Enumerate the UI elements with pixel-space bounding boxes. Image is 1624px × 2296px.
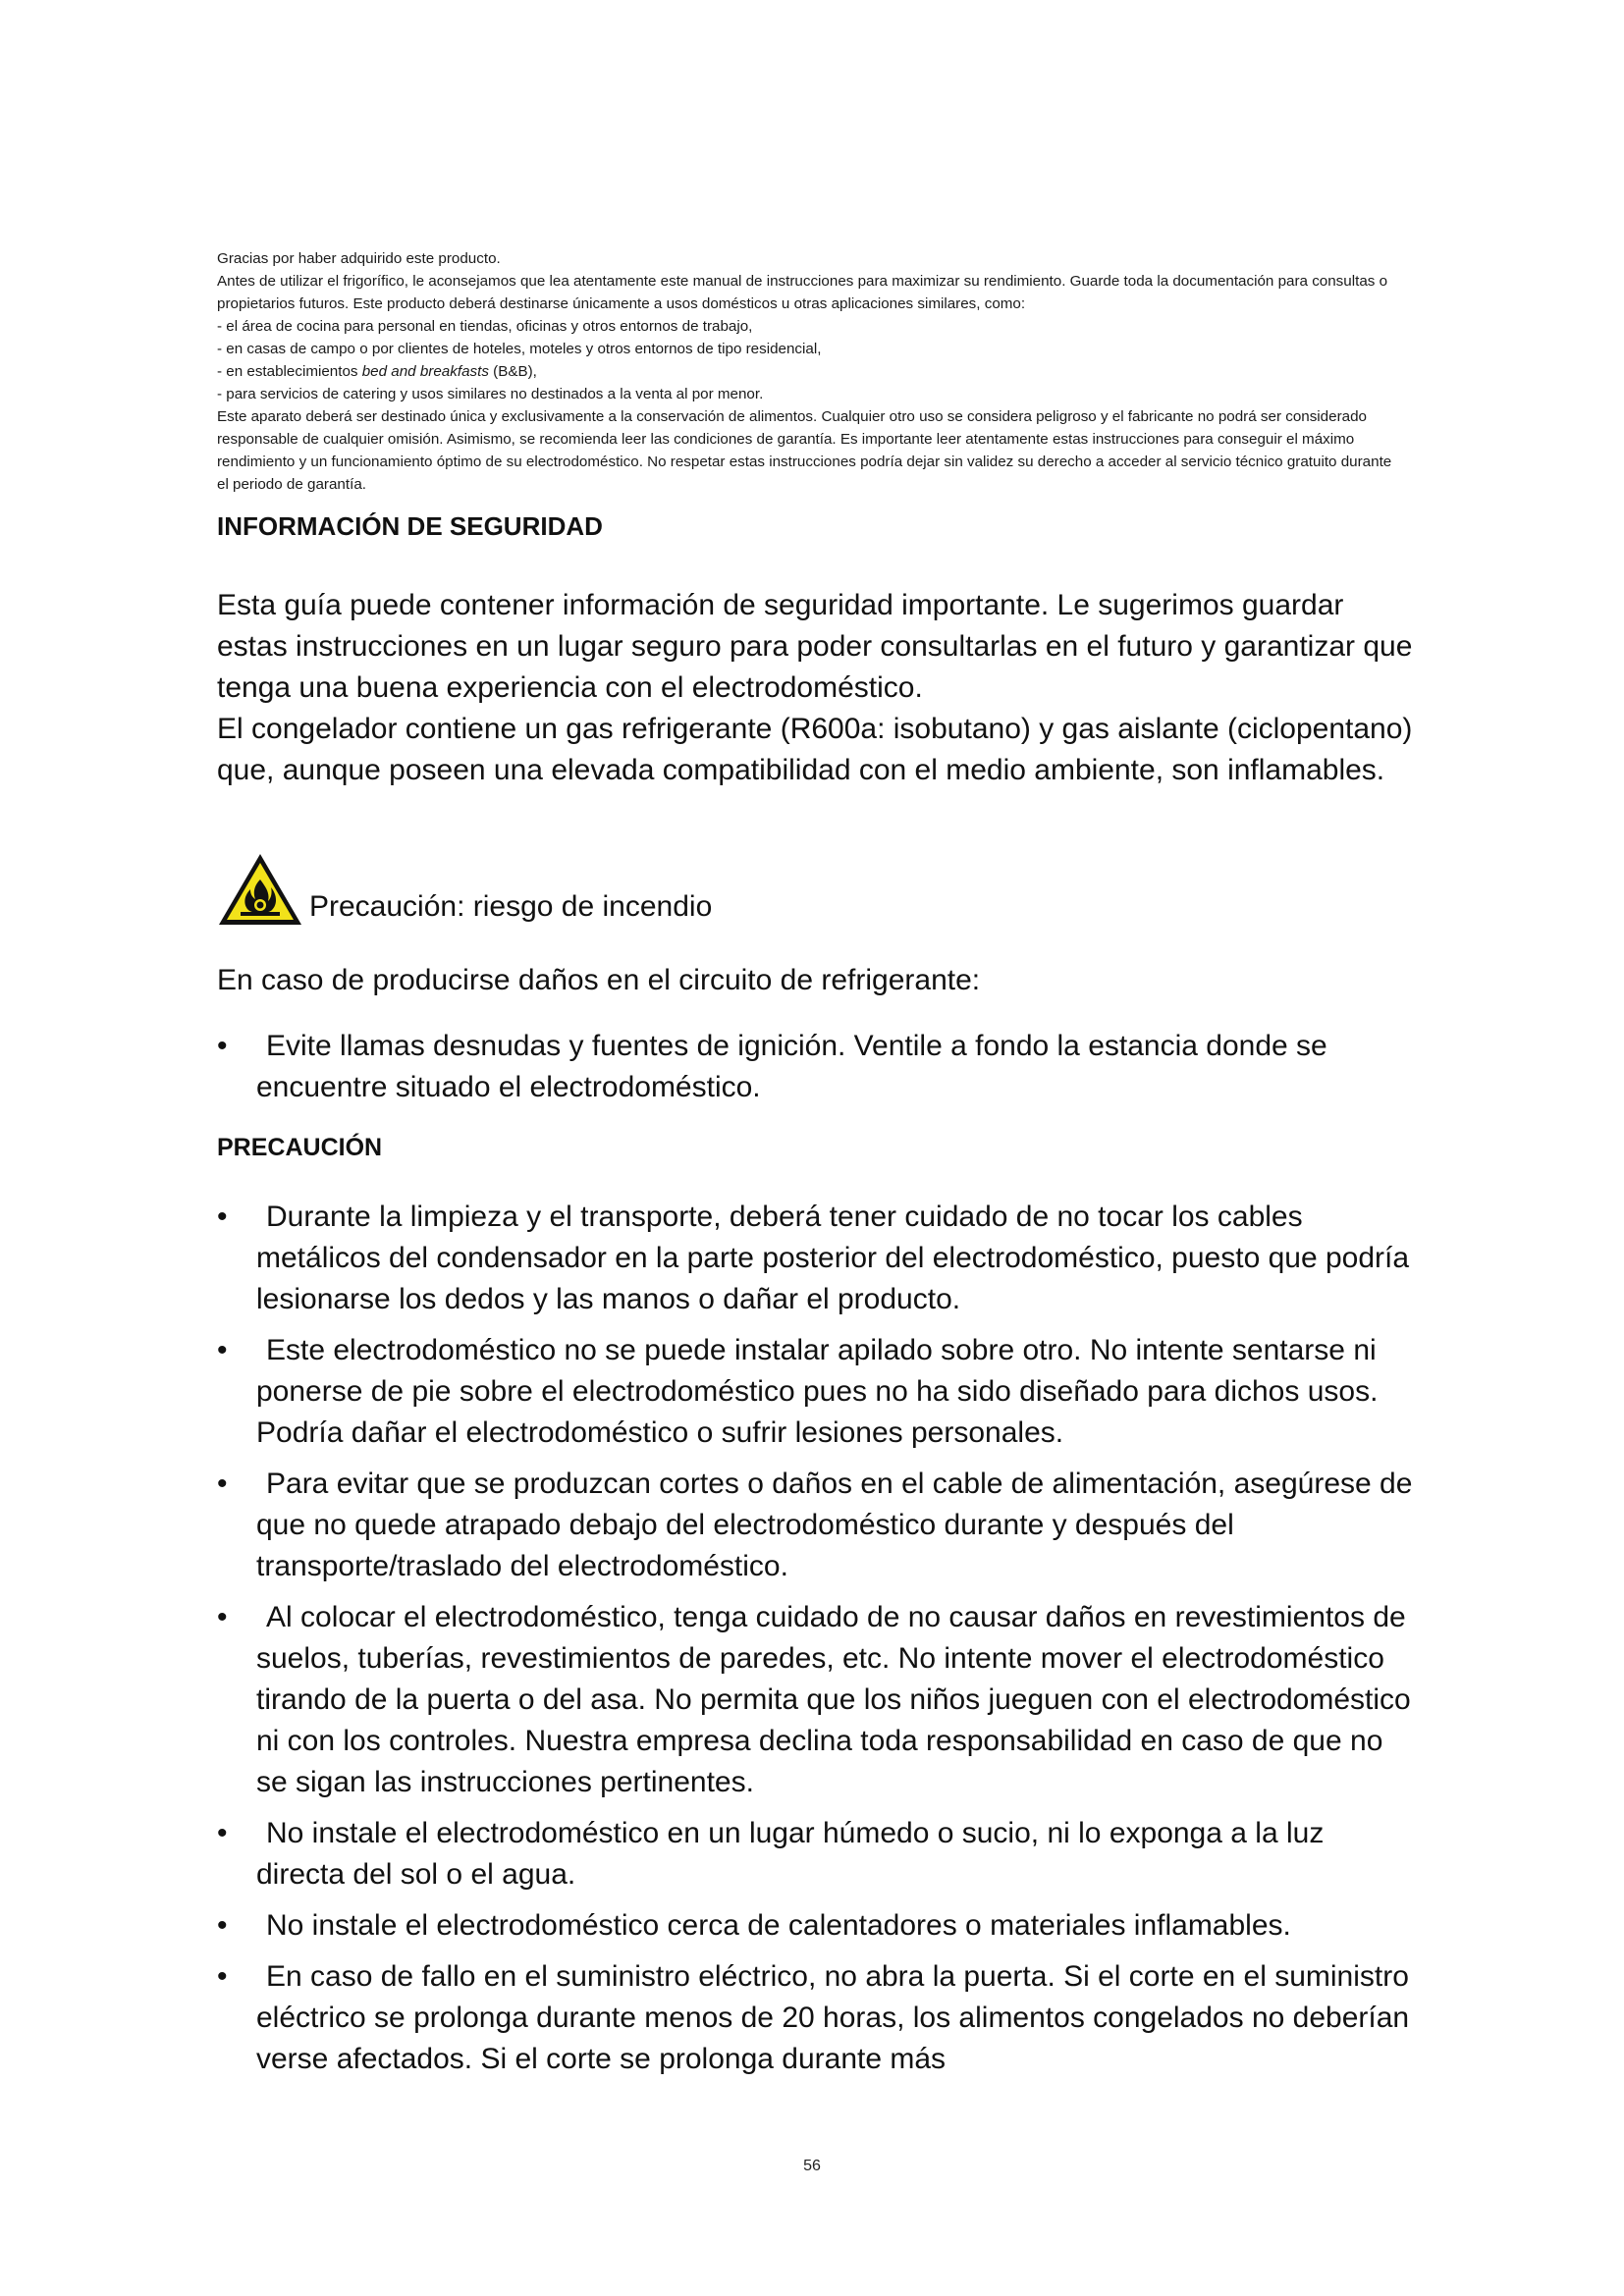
list-item-text: Durante la limpieza y el transporte, deberá tener cuidado de no tocar los cables metálicos del condensador en la parte posterior del electrodoméstico, puesto que podría lesionarse los dedos y las manos o dañar el producto. — [256, 1201, 1410, 1315]
list-item-text: No instale el electrodoméstico en un lugar húmedo o sucio, ni lo exponga a la luz directa del sol o el agua. — [256, 1817, 1325, 1891]
bullet-glyph: • — [217, 1201, 228, 1233]
intro-line: - el área de cocina para personal en tiendas, oficinas y otros entornos de trabajo, — [217, 318, 753, 335]
list-item-text: No instale el electrodoméstico cerca de calentadores o materiales inflamables. — [266, 1909, 1291, 1942]
list-item-text: En caso de fallo en el suministro eléctrico, no abra la puerta. Si el corte en el suministro eléctrico se prolonga durante menos de 20 horas, los alimentos congelados no deberían verse afectados. Si el corte se prolonga durante más — [256, 1960, 1410, 2075]
safety-paragraph-1: Esta guía puede contener información de seguridad importante. Le sugerimos guardar estas instrucciones en un lugar seguro para poder consultarlas en el futuro y garantizar que tenga una buena experiencia con el electrodoméstico. — [217, 589, 1413, 704]
intro-line: Antes de utilizar el frigorífico, le aconsejamos que lea atentamente este manual de instrucciones para maximizar su rendimiento. Guarde toda la documentación para consultas o propietarios futuros. Este producto deberá destinarse únicamente a usos domésticos u otras aplicaciones similares, como: — [217, 273, 1388, 312]
list-item-text: Este electrodoméstico no se puede instalar apilado sobre otro. No intente sentarse ni ponerse de pie sobre el electrodoméstico pues no ha sido diseñado para dichos usos. Podría dañar el electrodoméstico o sufrir lesiones personales. — [256, 1334, 1379, 1449]
safety-paragraph-2: El congelador contiene un gas refrigerante (R600a: isobutano) y gas aislante (ciclopentano) que, aunque poseen una elevada compatibilidad con el medio ambiente, son inflamables. — [217, 713, 1413, 786]
list-item — [217, 1597, 1415, 1803]
bullet-glyph: • — [217, 1030, 228, 1062]
list-item — [217, 1905, 1415, 1947]
list-item — [217, 1026, 1415, 1108]
list-item — [217, 1813, 1415, 1896]
bullet-glyph: • — [217, 1468, 228, 1500]
page-number: 56 — [803, 2158, 821, 2174]
bnb-italic: bed and breakfasts — [361, 363, 489, 380]
precaution-heading: PRECAUCIÓN — [217, 1134, 383, 1161]
bullet-glyph: • — [217, 1601, 228, 1633]
bnb-prefix: - en establecimientos — [217, 363, 362, 380]
intro-line: Gracias por haber adquirido este producto. — [217, 250, 501, 267]
flammable-warning-icon — [215, 850, 305, 929]
list-item — [217, 1956, 1415, 2080]
list-item-text: Al colocar el electrodoméstico, tenga cuidado de no causar daños en revestimientos de suelos, tuberías, revestimientos de paredes, etc. No intente mover el electrodoméstico tirando de la puerta o del asa. No permita que los niños jueguen con el electrodoméstico ni con los controles. Nuestra empresa declina toda responsabilidad en caso de que no se sigan las instrucciones pertinentes. — [256, 1601, 1411, 1798]
bullet-glyph: • — [217, 1960, 228, 1993]
intro-text — [217, 247, 1400, 496]
caution-label: Precaución: riesgo de incendio — [309, 890, 713, 923]
safety-body — [217, 585, 1415, 791]
intro-line — [217, 338, 1400, 360]
list-item-text: Evite llamas desnudas y fuentes de ignición. Ventile a fondo la estancia donde se encuentre situado el electrodoméstico. — [256, 1030, 1327, 1103]
list-item-text: Para evitar que se produzcan cortes o daños en el cable de alimentación, asegúrese de que no quede atrapado debajo del electrodoméstico durante y después del transporte/traslado del electrodoméstico. — [256, 1468, 1413, 1582]
safety-heading: INFORMACIÓN DE SEGURIDAD — [217, 511, 603, 541]
caution-row — [215, 850, 712, 929]
bullet-glyph: • — [217, 1334, 228, 1366]
damage-intro: En caso de producirse daños en el circuito de refrigerante: — [217, 964, 981, 996]
intro-line: Este aparato deberá ser destinado única y exclusivamente a la conservación de alimentos. Cualquier otro uso se considera peligroso y el fabricante no podrá ser considerado responsable de cualquier omisión. Asimismo, se recomienda leer las condiciones de garantía. Es importante leer atentamente estas instrucciones para conseguir el máximo rendimiento y un funcionamiento óptimo de su electrodoméstico. No respetar estas instrucciones podría dejar sin validez su derecho a acceder al servicio técnico gratuito durante el periodo de garantía. — [217, 408, 1392, 493]
intro-line: - para servicios de catering y usos similares no destinados a la venta al por menor. — [217, 386, 764, 402]
bnb-suffix: (B&B), — [488, 363, 537, 380]
intro-line: - en casas de campo o por clientes de hoteles, moteles y otros entornos de tipo residencial, — [217, 341, 822, 357]
precaution-bullet-list — [217, 1197, 1415, 2090]
intro-line-bnb — [217, 360, 1400, 383]
list-item — [217, 1464, 1415, 1587]
list-item — [217, 1197, 1415, 1320]
bullet-glyph: • — [217, 1817, 228, 1849]
list-item — [217, 1330, 1415, 1454]
damage-bullet-list — [217, 1026, 1415, 1108]
bullet-glyph: • — [217, 1909, 228, 1942]
